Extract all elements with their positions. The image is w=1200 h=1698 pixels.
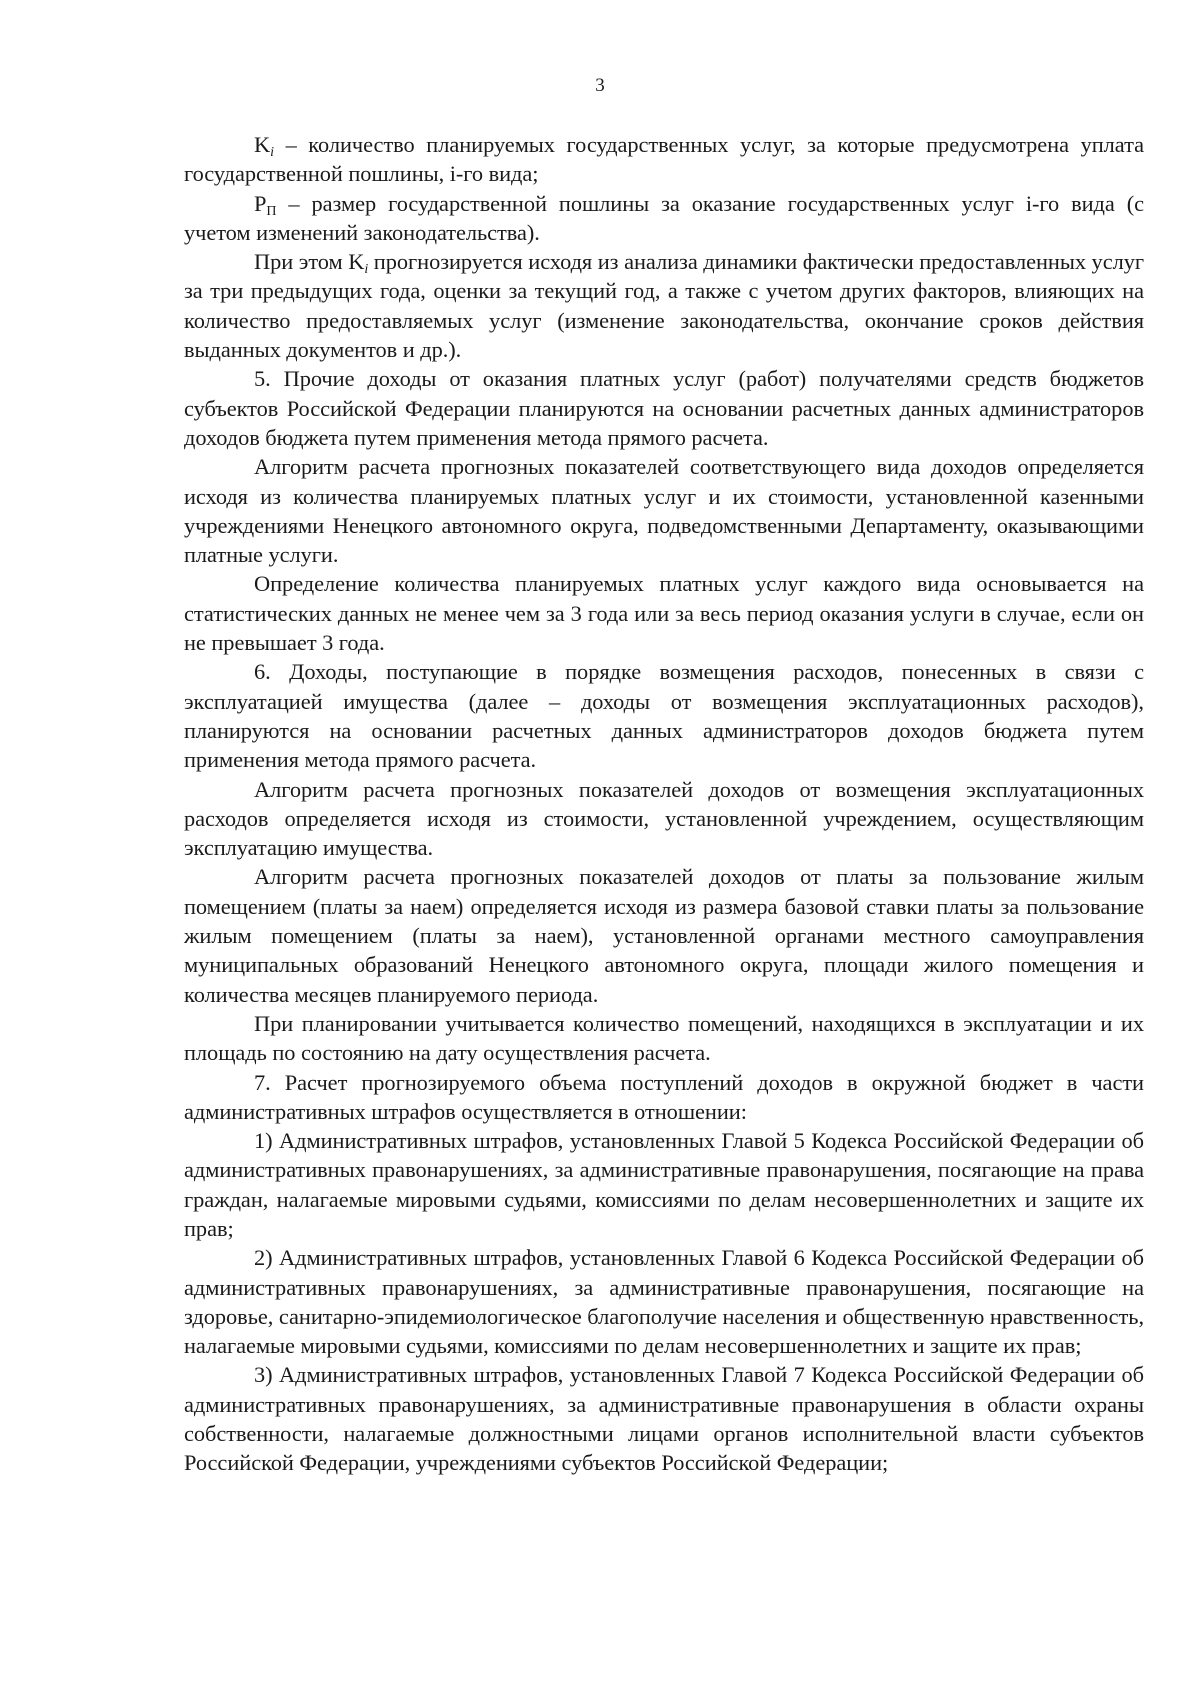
paragraph-text: прогнозируется исходя из анализа динамики фактически предоставленных услуг за три предыдущих года, оценки за текущий год, а также с учетом других факторов, влияющих на количество предоставляемых услуг (изменение законодательства, окончание сроков действия выданных документов и др.). — [184, 249, 1144, 363]
paragraph-text: – размер государственной пошлины за оказание государственных услуг i-го вида (с учетом изменений законодательства). — [184, 190, 1144, 245]
symbol-subscript: П — [266, 203, 277, 219]
symbol-subscript: i — [364, 262, 369, 278]
paragraph-planning-premises: При планировании учитывается количество помещений, находящихся в эксплуатации и их площадь по состоянию на дату осуществления расчета. — [184, 1010, 1144, 1066]
paragraph-pp-definition — [184, 189, 1144, 248]
paragraph-ki-definition — [184, 130, 1144, 189]
list-item-chapter-7: 3) Административных штрафов, установленных Главой 7 Кодекса Российской Федерации об административных правонарушениях, за административные правонарушения в области охраны собственности, налагаемые должностными лицами органов исполнительной власти субъектов Российской Федерации, учреждениями субъектов Российской Федерации; — [184, 1362, 1144, 1476]
paragraph-services-count: Определение количества планируемых платных услуг каждого вида основывается на статистических данных не менее чем за 3 года или за весь период оказания услуги в случае, если он не превышает 3 года. — [184, 571, 1144, 656]
paragraph-algorithm-housing: Алгоритм расчета прогнозных показателей доходов от платы за пользование жилым помещением (платы за наем) определяется исходя из размера базовой ставки платы за пользование жилым помещением (платы за наем), установленной органами местного самоуправления муниципальных образований Ненецкого автономного округа, площади жилого помещения и количества месяцев планируемого периода. — [184, 864, 1144, 1007]
paragraph-algorithm-paid-services: Алгоритм расчета прогнозных показателей соответствующего вида доходов определяется исходя из количества планируемых платных услуг и их стоимости, установленной казенными учреждениями Ненецкого автономного округа, подведомственными Департаменту, оказывающими платные услуги. — [184, 454, 1144, 568]
paragraph-algorithm-reimbursement: Алгоритм расчета прогнозных показателей доходов от возмещения эксплуатационных расходов определяется исходя из стоимости, установленной учреждением, осуществляющим эксплуатацию имущества. — [184, 776, 1144, 861]
paragraph-item-6: 6. Доходы, поступающие в порядке возмещения расходов, понесенных в связи с эксплуатацией имущества (далее – доходы от возмещения эксплуатационных расходов), планируются на основании расчетных данных администраторов доходов бюджета путем применения метода прямого расчета. — [184, 659, 1144, 773]
document-body — [184, 130, 1144, 1478]
symbol-subscript: i — [270, 145, 274, 160]
paragraph-item-5: 5. Прочие доходы от оказания платных услуг (работ) получателями средств бюджетов субъектов Российской Федерации планируются на основании расчетных данных администраторов доходов бюджета путем применения метода прямого расчета. — [184, 366, 1144, 450]
paragraph-item-7: 7. Расчет прогнозируемого объема поступлений доходов в окружной бюджет в части административных штрафов осуществляется в отношении: — [184, 1069, 1144, 1124]
list-item-chapter-6: 2) Административных штрафов, установленных Главой 6 Кодекса Российской Федерации об административных правонарушениях, за административные правонарушения, посягающие на здоровье, санитарно-эпидемиологическое благополучие населения и общественную нравственность, налагаемые мировыми судьями, комиссиями по делам несовершеннолетних и защите их прав; — [184, 1245, 1144, 1359]
symbol-k: K — [348, 249, 365, 275]
paragraph-prefix: При этом — [254, 249, 349, 275]
list-item-chapter-5: 1) Административных штрафов, установленных Главой 5 Кодекса Российской Федерации об административных правонарушениях, за административные правонарушения, посягающие на права граждан, налагаемые мировыми судьями, комиссиями по делам несовершеннолетних и защите их прав; — [184, 1128, 1144, 1241]
symbol-k: K — [254, 132, 271, 157]
symbol-p: P — [254, 190, 267, 216]
paragraph-text: – количество планируемых государственных услуг, за которые предусмотрена уплата государственной пошлины, i-го вида; — [184, 132, 1144, 187]
page-number: 3 — [595, 75, 605, 96]
paragraph-ki-forecast — [184, 247, 1144, 364]
